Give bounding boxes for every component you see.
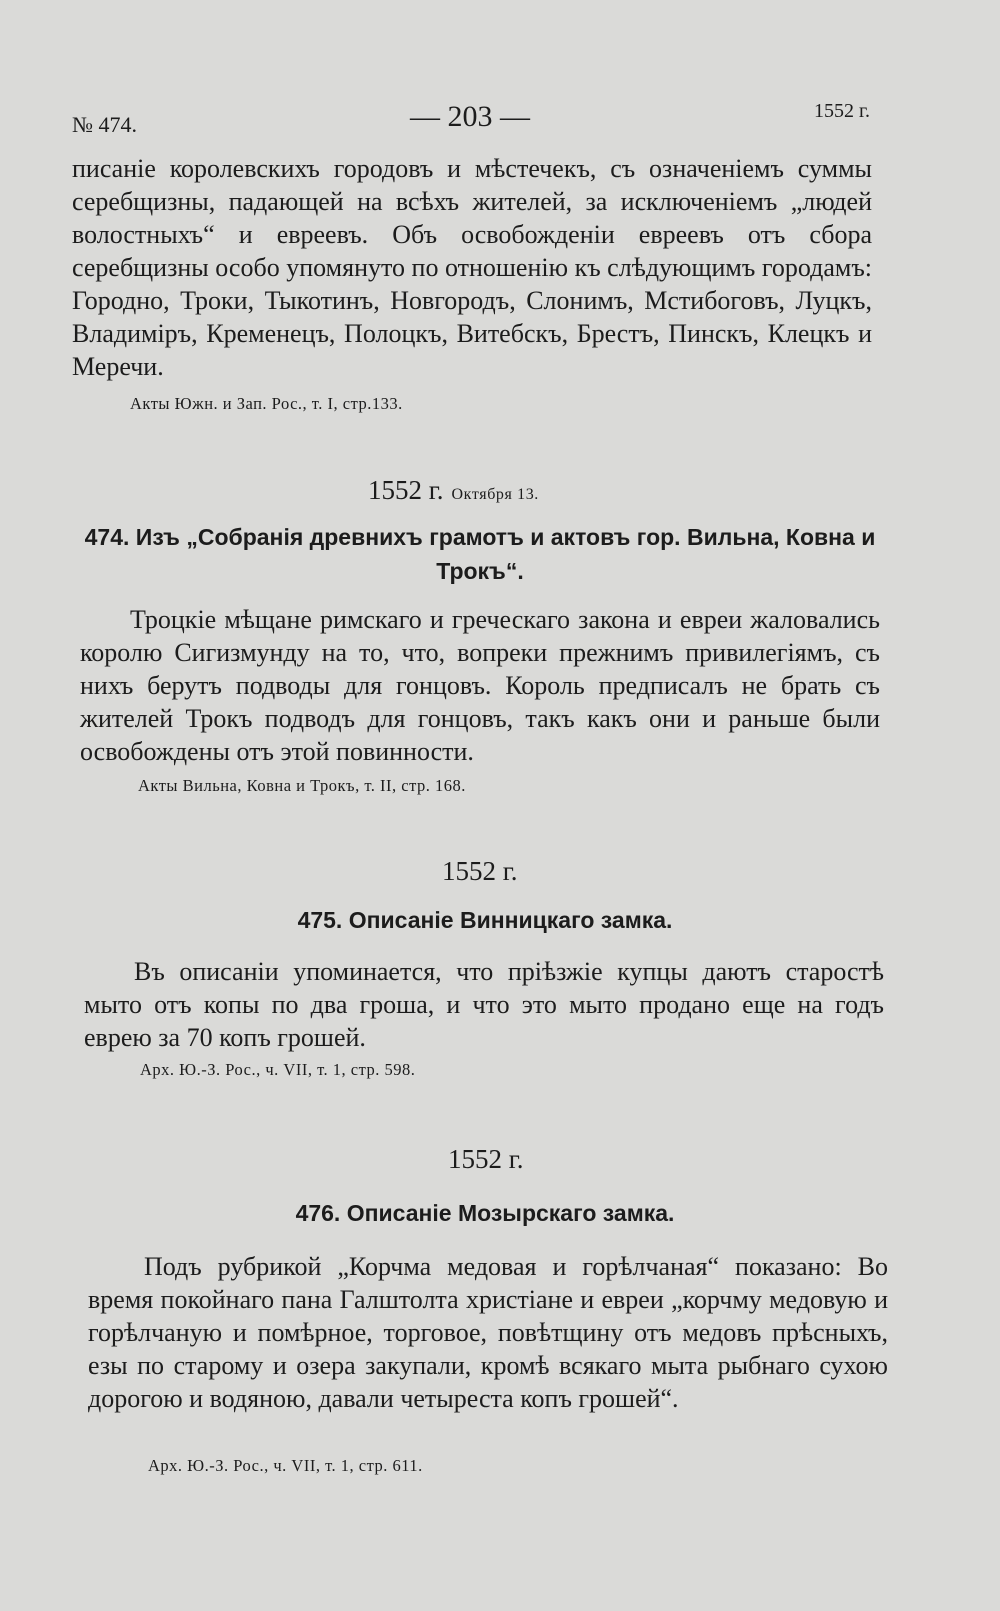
- document-number: № 474.: [72, 112, 137, 137]
- entry-source: Арх. Ю.-З. Рос., ч. VII, т. 1, стр. 598.: [140, 1060, 416, 1079]
- entry-text: Подъ рубрикой „Корчма медовая и горѣлчаная“ показано: Во время покойнаго пана Галштолта христіане и евреи „корчму медовую и горѣлчаную и помѣрное, торговое, повѣтщину отъ медовъ прѣсныхъ, езы по старому и озера закупали, кромѣ всякаго мыта рыбнаго сухою дорогою и водяною, давали четыреста копъ грошей“.: [88, 1252, 888, 1413]
- intro-source: Акты Южн. и Зап. Рос., т. I, стр.133.: [130, 394, 403, 413]
- entry-text: Троцкіе мѣщане римскаго и греческаго закона и евреи жаловались королю Сигизмунду на то, что, вопреки прежнимъ привилегіямъ, съ нихъ берутъ подводы для гонцовъ. Король предписалъ не брать съ жителей Трокъ подводъ для гонцовъ, такъ какъ они и раньше были освобождены отъ этой повинности.: [80, 605, 880, 766]
- entry-heading: 475. Описаніе Винницкаго замка.: [297, 907, 673, 933]
- entry-heading: 476. Описаніе Мозырскаго замка.: [295, 1200, 675, 1226]
- entry-date: 1552 г.: [448, 1144, 524, 1174]
- entry-date-year: 1552 г.: [368, 475, 444, 505]
- entry-date: [368, 475, 539, 506]
- entry-date: 1552 г.: [442, 856, 518, 886]
- entry-text: Въ описаніи упоминается, что пріѣзжіе купцы даютъ старостѣ мыто отъ копы по два гроша, и что это мыто продано еще на годъ еврею за 70 копъ грошей.: [84, 957, 884, 1052]
- entry-source: Акты Вильна, Ковна и Трокъ, т. II, стр. 168.: [138, 776, 466, 795]
- page-header: [0, 100, 1000, 140]
- header-year: 1552 г.: [814, 100, 870, 122]
- intro-text: писаніе королевскихъ городовъ и мѣстечекъ, съ означеніемъ суммы серебщизны, падающей на всѣхъ жителей, за исключеніемъ „людей волостныхъ“ и евреевъ. Объ освобожденіи евреевъ отъ сбора серебщизны особо упомянуто по отношенію къ слѣдующимъ городамъ: Городно, Троки, Тыкотинъ, Новгородъ, Слонимъ, Мстибоговъ, Луцкъ, Владиміръ, Кременецъ, Полоцкъ, Витебскъ, Брестъ, Пинскъ, Клецкъ и Меречи.: [72, 154, 872, 381]
- entry-source: Арх. Ю.-З. Рос., ч. VII, т. 1, стр. 611.: [148, 1456, 423, 1475]
- intro-paragraph: [72, 152, 872, 383]
- page-number: — 203 —: [410, 100, 530, 133]
- entry-date-day: Октября 13.: [451, 486, 539, 503]
- entry-heading: 474. Изъ „Собранія древнихъ грамотъ и актовъ гор. Вильна, Ковна и Трокъ“.: [84, 524, 876, 584]
